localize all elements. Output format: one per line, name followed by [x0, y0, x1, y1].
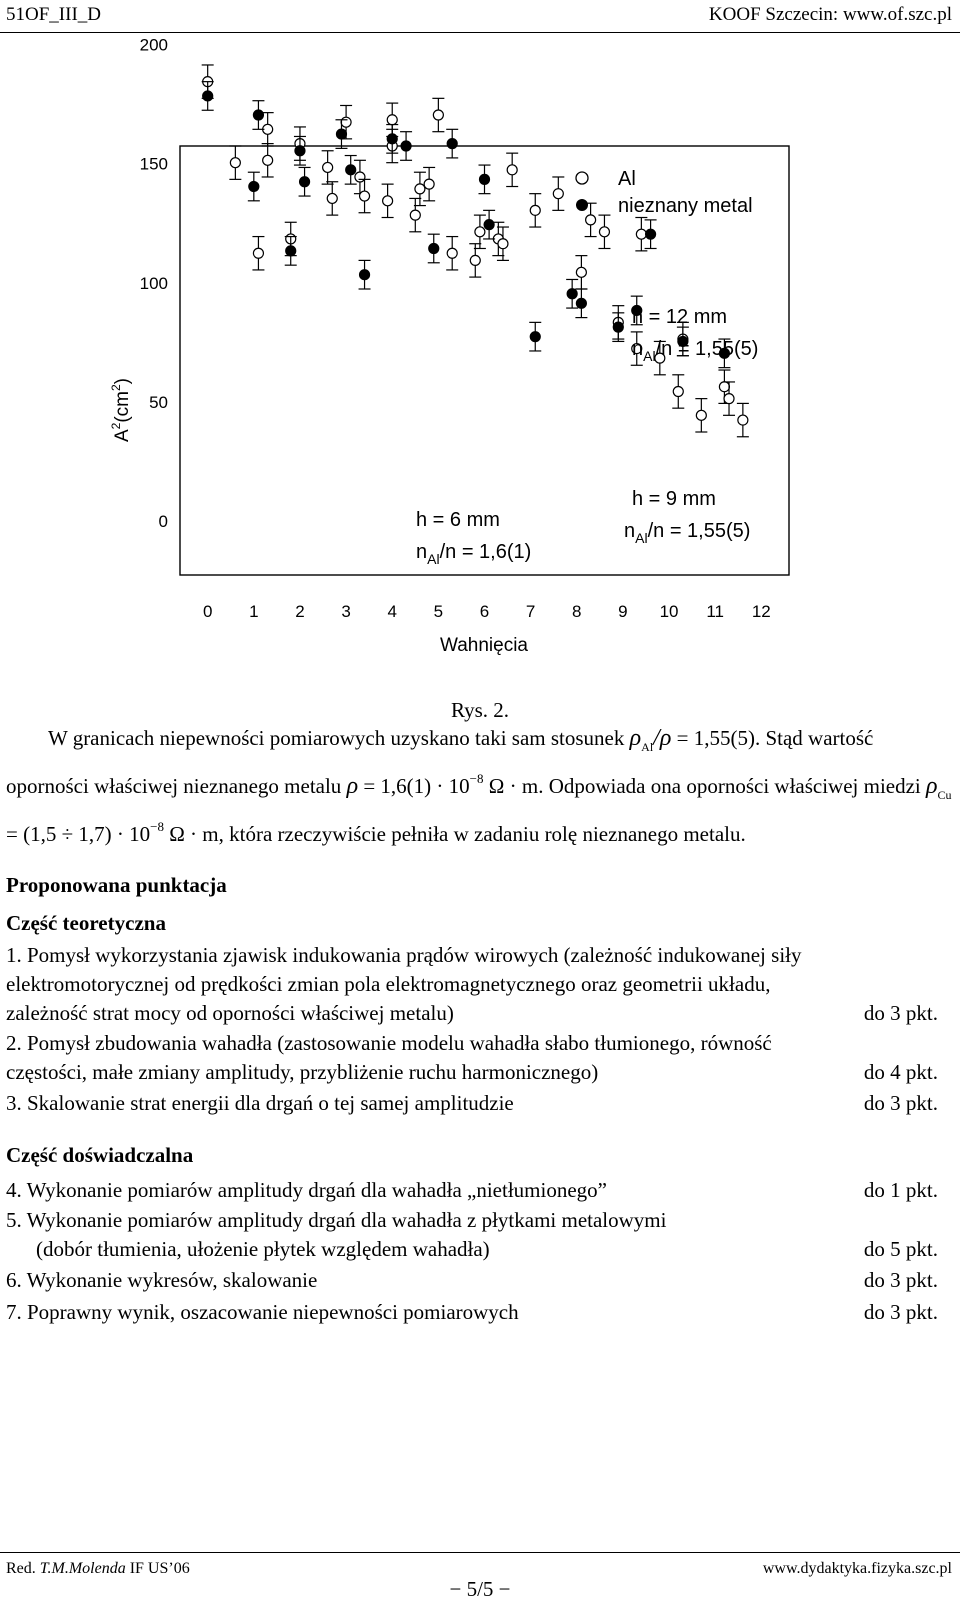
filled-circle-marker	[286, 246, 296, 256]
unknown-metal-point	[202, 82, 214, 111]
al-point	[446, 237, 458, 270]
filled-circle-marker	[387, 134, 397, 144]
filled-circle-marker	[447, 139, 457, 149]
data-points	[202, 65, 749, 437]
open-circle-marker	[507, 165, 517, 175]
x-axis-label: Wahnięcia	[439, 635, 529, 656]
points-6: do 3 pkt.	[863, 1268, 938, 1292]
al-point	[672, 375, 684, 408]
x-tick-labels	[203, 602, 771, 621]
open-circle-marker	[230, 158, 240, 168]
open-circle-marker	[263, 155, 273, 165]
open-circle-marker	[719, 382, 729, 392]
unknown-metal-point	[428, 234, 440, 263]
unknown-metal-point	[479, 165, 491, 194]
annotation-h9	[624, 488, 750, 546]
header-rule	[0, 32, 960, 33]
filled-circle-marker	[253, 110, 263, 120]
open-circle-marker	[530, 205, 540, 215]
legend-label-al: Al	[618, 168, 636, 190]
figure-caption: Rys. 2.	[450, 698, 510, 722]
al-point	[506, 153, 518, 186]
svg-text:h = 12 mm: h = 12 mm	[632, 306, 728, 328]
al-point	[262, 144, 274, 177]
amplitude-chart	[0, 35, 960, 700]
unknown-metal-point	[248, 172, 260, 201]
points-4: do 1 pkt.	[863, 1178, 938, 1202]
x-tick-label: 6	[479, 602, 490, 621]
filled-circle-marker	[203, 91, 213, 101]
al-point	[575, 256, 587, 289]
x-tick-label: 12	[751, 602, 771, 621]
scoring-heading: Proponowana punktacja	[6, 873, 227, 897]
legend-label-unknown: nieznany metal	[618, 195, 753, 217]
unknown-metal-point	[359, 260, 371, 289]
footer-rule	[0, 1552, 960, 1553]
y-axis-label: $A^2(cm^2)$	[109, 377, 133, 443]
open-circle-marker	[470, 255, 480, 265]
scoring-item-2: 2. Pomysł zbudowania wahadła (zastosowanie modelu wahadła słabo tłumionego, równość częstości, małe zmiany amplitudy, przybliżenie ruchu harmonicznego) do 4 pkt.	[6, 1029, 946, 1087]
svg-text:h = 9 mm: h = 9 mm	[632, 488, 716, 510]
header-right: KOOF Szczecin: www.of.szc.pl	[708, 4, 952, 25]
x-tick-label: 4	[387, 602, 397, 621]
scoring-item-7: 7. Poprawny wynik, oszacowanie niepewności pomiarowych do 3 pkt.	[6, 1298, 946, 1327]
open-circle-marker	[383, 196, 393, 206]
x-tick-label: 9	[618, 602, 628, 621]
open-circle-marker	[360, 191, 370, 201]
x-tick-label: 1	[249, 602, 259, 621]
al-point	[529, 194, 541, 227]
al-point	[382, 184, 394, 217]
svg-text:nAl/n = 1,55(5): $n_{Al}/n = 1,55(5)$	[632, 338, 759, 364]
scoring-item-6: 6. Wykonanie wykresów, skalowanie do 3 pkt.	[6, 1266, 946, 1295]
points-3: do 3 pkt.	[863, 1091, 938, 1115]
open-circle-marker	[475, 227, 485, 237]
unknown-metal-point	[529, 322, 541, 351]
filled-circle-marker	[401, 141, 411, 151]
filled-circle-marker	[646, 229, 656, 239]
filled-circle-marker	[576, 298, 586, 308]
legend-open-circle-icon	[576, 172, 588, 184]
filled-circle-marker	[249, 182, 259, 192]
x-tick-label: 7	[525, 602, 536, 621]
annotation-h12	[632, 306, 758, 364]
unknown-metal-point	[612, 313, 624, 342]
open-circle-marker	[498, 239, 508, 249]
header-left: 51OF_III_D	[6, 4, 101, 25]
open-circle-marker	[599, 227, 609, 237]
scoring-item-5: 5. Wykonanie pomiarów amplitudy drgań dla wahadła z płytkami metalowymi (dobór tłumienia, ułożenie płytek względem wahadła) do 5 pkt.	[6, 1206, 946, 1264]
open-circle-marker	[253, 248, 263, 258]
open-circle-marker	[696, 410, 706, 420]
open-circle-marker	[341, 117, 351, 127]
al-point	[695, 399, 707, 432]
unknown-metal-point	[446, 129, 458, 158]
experiment-heading: Część doświadczalna	[6, 1143, 194, 1167]
al-point	[326, 182, 338, 215]
points-2: do 4 pkt.	[863, 1060, 938, 1084]
open-circle-marker	[673, 386, 683, 396]
open-circle-marker	[636, 229, 646, 239]
al-point	[432, 98, 444, 131]
al-point	[322, 151, 334, 184]
points-7: do 3 pkt.	[863, 1300, 938, 1324]
scoring-item-3: 3. Skalowanie strat energii dla drgań o tej samej amplitudzie do 3 pkt.	[6, 1089, 946, 1118]
y-tick-label: 150	[139, 154, 168, 174]
al-point	[552, 177, 564, 210]
open-circle-marker	[355, 172, 365, 182]
x-tick-label: 0	[202, 602, 213, 621]
open-circle-marker	[447, 248, 457, 258]
filled-circle-marker	[346, 165, 356, 175]
x-tick-label: 10	[659, 602, 679, 621]
y-tick-label: 0	[158, 512, 168, 532]
al-point	[229, 146, 241, 179]
filled-circle-marker	[336, 129, 346, 139]
unknown-metal-point	[299, 167, 311, 196]
filled-circle-marker	[567, 289, 577, 299]
open-circle-marker	[424, 179, 434, 189]
y-tick-label: 50	[149, 393, 168, 413]
al-point	[737, 403, 749, 436]
open-circle-marker	[410, 210, 420, 220]
open-circle-marker	[387, 115, 397, 125]
filled-circle-marker	[300, 177, 310, 187]
open-circle-marker	[327, 193, 337, 203]
y-tick-label: 200	[139, 35, 168, 55]
open-circle-marker	[433, 110, 443, 120]
scoring-item-4: 4. Wykonanie pomiarów amplitudy drgań dla wahadła „nietłumionego” do 1 pkt.	[6, 1176, 946, 1205]
points-1: do 3 pkt.	[863, 1001, 938, 1025]
x-tick-label: 5	[433, 602, 444, 621]
filled-circle-marker	[429, 243, 439, 253]
open-circle-marker	[553, 189, 563, 199]
points-5: do 5 pkt.	[863, 1237, 938, 1261]
svg-text:h = 6 mm: h = 6 mm	[416, 509, 500, 531]
filled-circle-marker	[484, 220, 494, 230]
open-circle-marker	[323, 162, 333, 172]
filled-circle-marker	[295, 146, 305, 156]
open-circle-marker	[738, 415, 748, 425]
unknown-metal-point	[252, 101, 264, 130]
x-tick-label: 11	[706, 602, 725, 621]
filled-circle-marker	[480, 174, 490, 184]
al-point	[252, 237, 264, 270]
annotation-h6	[416, 509, 531, 567]
open-circle-marker	[724, 394, 734, 404]
x-tick-label: 3	[341, 602, 351, 621]
filled-circle-marker	[613, 322, 623, 332]
legend-filled-circle-icon	[576, 199, 588, 211]
y-tick-labels	[140, 36, 168, 532]
footer-right: www.dydaktyka.fizyka.szc.pl	[762, 1560, 952, 1577]
open-circle-marker	[415, 184, 425, 194]
result-paragraph: W granicach niepewności pomiarowych uzyskano taki sam stosunek $\rho_{Al}/\rho = 1,55(5)$. Stąd wartość oporności właściwej nieznanego metalu $\rho = 1,6(1) \cdot 10^{-8}$ Ω · m. Odpowiada ona oporności właściwej miedzi $\rho_{Cu} = (1,5 \div 1,7) \cdot 10^{-8}$ Ω · m, która rzeczywiście pełniła w zadaniu rolę nieznanego metalu.	[6, 725, 952, 846]
footer-left: Red. T.M.Molenda IF US’06	[6, 1560, 190, 1577]
scoring-item-1: 1. Pomysł wykorzystania zjawisk indukowania prądów wirowych (zależność indukowanej siły elektromotorycznej od prędkości zmian pola elektromagnetycznego oraz geometrii układu, zależność strat mocy od oporności właściwej metalu) do 3 pkt.	[6, 941, 946, 1028]
unknown-metal-point	[645, 220, 657, 249]
open-circle-marker	[576, 267, 586, 277]
open-circle-marker	[586, 215, 596, 225]
y-tick-label: 100	[139, 273, 168, 293]
filled-circle-marker	[360, 270, 370, 280]
unknown-metal-point	[400, 132, 412, 161]
x-tick-label: 8	[572, 602, 582, 621]
filled-circle-marker	[530, 332, 540, 342]
legend	[576, 168, 753, 217]
svg-text:nAl/n = 1,55(5): $n_{Al}/n = 1,55(5)$	[624, 520, 751, 546]
page-number: − 5/5 −	[449, 1577, 511, 1601]
x-tick-label: 2	[295, 602, 305, 621]
al-point	[598, 215, 610, 248]
svg-text:nAl/n = 1,6(1): $n_{Al}/n = 1,6(1)$	[416, 541, 532, 567]
theory-heading: Część teoretyczna	[6, 911, 166, 935]
